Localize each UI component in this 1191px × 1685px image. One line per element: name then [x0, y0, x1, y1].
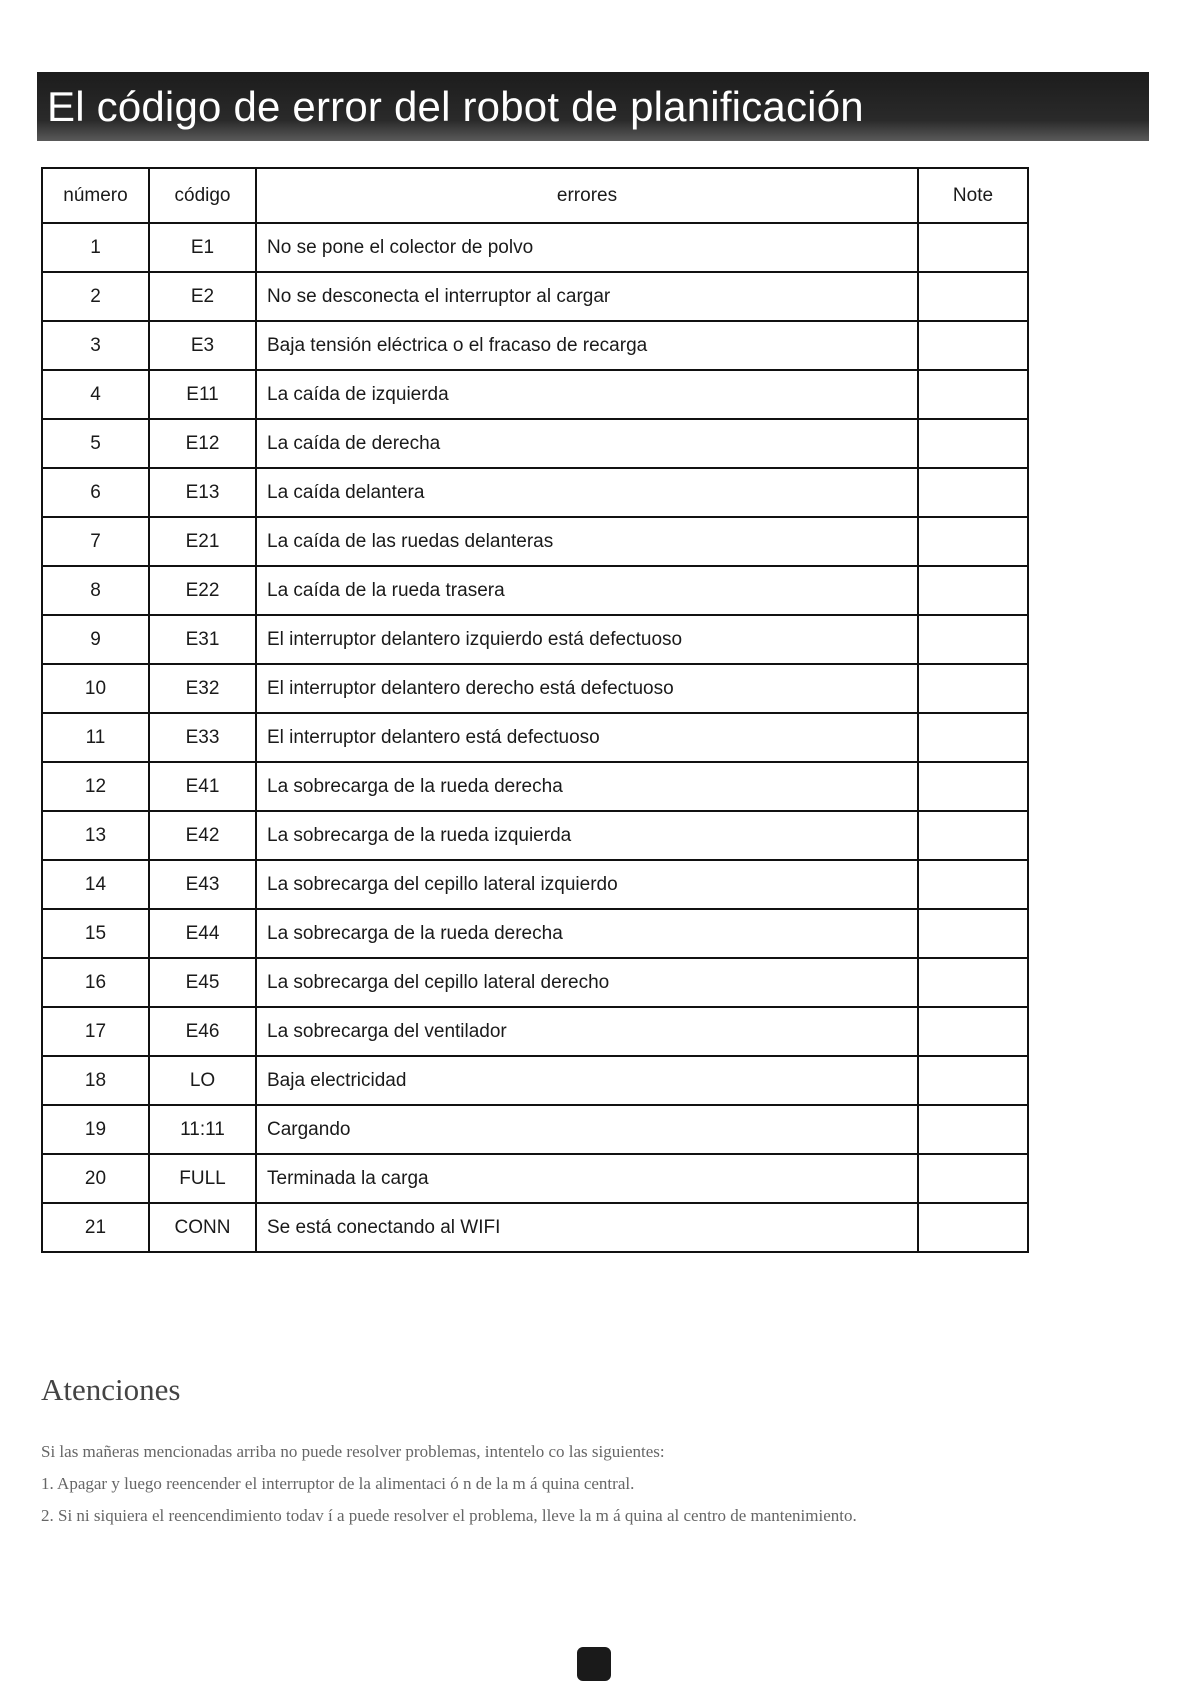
row-note — [918, 321, 1028, 370]
page-number-marker — [577, 1647, 611, 1681]
table-row — [42, 566, 1028, 615]
row-error: La caída de derecha — [256, 419, 918, 468]
row-number: 7 — [42, 517, 149, 566]
row-error: La caída delantera — [256, 468, 918, 517]
table-row — [42, 517, 1028, 566]
row-error: La sobrecarga de la rueda derecha — [256, 909, 918, 958]
table-row — [42, 370, 1028, 419]
row-code: E21 — [149, 517, 256, 566]
page-title: El código de error del robot de planificación — [47, 83, 864, 130]
table-row — [42, 1105, 1028, 1154]
table-row — [42, 811, 1028, 860]
row-error: Se está conectando al WIFI — [256, 1203, 918, 1252]
row-note — [918, 566, 1028, 615]
row-error: El interruptor delantero está defectuoso — [256, 713, 918, 762]
row-code: E2 — [149, 272, 256, 321]
row-error: Terminada la carga — [256, 1154, 918, 1203]
table-row — [42, 1154, 1028, 1203]
row-code: E33 — [149, 713, 256, 762]
attention-line: 2. Si ni siquiera el reencendimiento todav í a puede resolver el problema, lleve la m á quina al centro de mantenimiento. — [41, 1506, 857, 1525]
row-number: 3 — [42, 321, 149, 370]
table-row — [42, 1007, 1028, 1056]
title-banner — [37, 72, 1149, 141]
row-note — [918, 615, 1028, 664]
row-note — [918, 1203, 1028, 1252]
table-row — [42, 860, 1028, 909]
row-code: E45 — [149, 958, 256, 1007]
row-code: E3 — [149, 321, 256, 370]
column-header-note: Note — [918, 168, 1028, 223]
row-error: La sobrecarga del cepillo lateral izquierdo — [256, 860, 918, 909]
error-code-table — [41, 167, 1029, 1253]
row-code: LO — [149, 1056, 256, 1105]
row-number: 8 — [42, 566, 149, 615]
row-note — [918, 811, 1028, 860]
row-code: E32 — [149, 664, 256, 713]
row-note — [918, 1154, 1028, 1203]
table-row — [42, 419, 1028, 468]
row-note — [918, 909, 1028, 958]
row-code: CONN — [149, 1203, 256, 1252]
row-number: 4 — [42, 370, 149, 419]
row-error: La caída de las ruedas delanteras — [256, 517, 918, 566]
column-header-errors: errores — [256, 168, 918, 223]
row-code: E11 — [149, 370, 256, 419]
table-row — [42, 1203, 1028, 1252]
row-number: 16 — [42, 958, 149, 1007]
row-error: El interruptor delantero izquierdo está defectuoso — [256, 615, 918, 664]
row-code: E31 — [149, 615, 256, 664]
table-row — [42, 223, 1028, 272]
table-row — [42, 321, 1028, 370]
table-row — [42, 958, 1028, 1007]
row-number: 15 — [42, 909, 149, 958]
attention-line: 1. Apagar y luego reencender el interruptor de la alimentaci ó n de la m á quina central. — [41, 1474, 635, 1493]
row-code: E12 — [149, 419, 256, 468]
row-error: La caída de izquierda — [256, 370, 918, 419]
row-note — [918, 272, 1028, 321]
row-code: E46 — [149, 1007, 256, 1056]
row-number: 17 — [42, 1007, 149, 1056]
row-error: Baja tensión eléctrica o el fracaso de recarga — [256, 321, 918, 370]
row-note — [918, 419, 1028, 468]
row-error: No se desconecta el interruptor al cargar — [256, 272, 918, 321]
attention-line: Si las mañeras mencionadas arriba no puede resolver problemas, intentelo co las siguientes: — [41, 1442, 665, 1461]
row-note — [918, 664, 1028, 713]
row-note — [918, 958, 1028, 1007]
table-row — [42, 1056, 1028, 1105]
table-row — [42, 762, 1028, 811]
table-row — [42, 468, 1028, 517]
row-number: 9 — [42, 615, 149, 664]
row-number: 20 — [42, 1154, 149, 1203]
row-note — [918, 762, 1028, 811]
row-number: 13 — [42, 811, 149, 860]
row-number: 18 — [42, 1056, 149, 1105]
row-error: No se pone el colector de polvo — [256, 223, 918, 272]
row-error: Baja electricidad — [256, 1056, 918, 1105]
row-code: E44 — [149, 909, 256, 958]
row-number: 21 — [42, 1203, 149, 1252]
row-note — [918, 468, 1028, 517]
table-row — [42, 664, 1028, 713]
row-number: 2 — [42, 272, 149, 321]
table-row — [42, 909, 1028, 958]
row-note — [918, 713, 1028, 762]
row-code: E1 — [149, 223, 256, 272]
attention-text — [41, 1436, 1141, 1532]
row-error: La sobrecarga de la rueda derecha — [256, 762, 918, 811]
row-note — [918, 1105, 1028, 1154]
column-header-number: número — [42, 168, 149, 223]
row-number: 14 — [42, 860, 149, 909]
row-number: 11 — [42, 713, 149, 762]
row-note — [918, 370, 1028, 419]
row-error: La caída de la rueda trasera — [256, 566, 918, 615]
row-note — [918, 1007, 1028, 1056]
row-note — [918, 517, 1028, 566]
row-note — [918, 860, 1028, 909]
row-code: E42 — [149, 811, 256, 860]
row-error: La sobrecarga del ventilador — [256, 1007, 918, 1056]
row-error: Cargando — [256, 1105, 918, 1154]
row-number: 10 — [42, 664, 149, 713]
row-number: 12 — [42, 762, 149, 811]
row-error: La sobrecarga de la rueda izquierda — [256, 811, 918, 860]
row-code: E41 — [149, 762, 256, 811]
row-code: E13 — [149, 468, 256, 517]
row-code: E43 — [149, 860, 256, 909]
row-note — [918, 223, 1028, 272]
table-row — [42, 615, 1028, 664]
attention-heading: Atenciones — [41, 1372, 181, 1407]
row-note — [918, 1056, 1028, 1105]
row-number: 1 — [42, 223, 149, 272]
row-error: La sobrecarga del cepillo lateral derecho — [256, 958, 918, 1007]
table-row — [42, 713, 1028, 762]
table-row — [42, 272, 1028, 321]
row-code: 11:11 — [149, 1105, 256, 1154]
row-code: FULL — [149, 1154, 256, 1203]
row-error: El interruptor delantero derecho está defectuoso — [256, 664, 918, 713]
row-code: E22 — [149, 566, 256, 615]
row-number: 5 — [42, 419, 149, 468]
row-number: 19 — [42, 1105, 149, 1154]
row-number: 6 — [42, 468, 149, 517]
column-header-code: código — [149, 168, 256, 223]
table-header-row — [42, 168, 1028, 223]
